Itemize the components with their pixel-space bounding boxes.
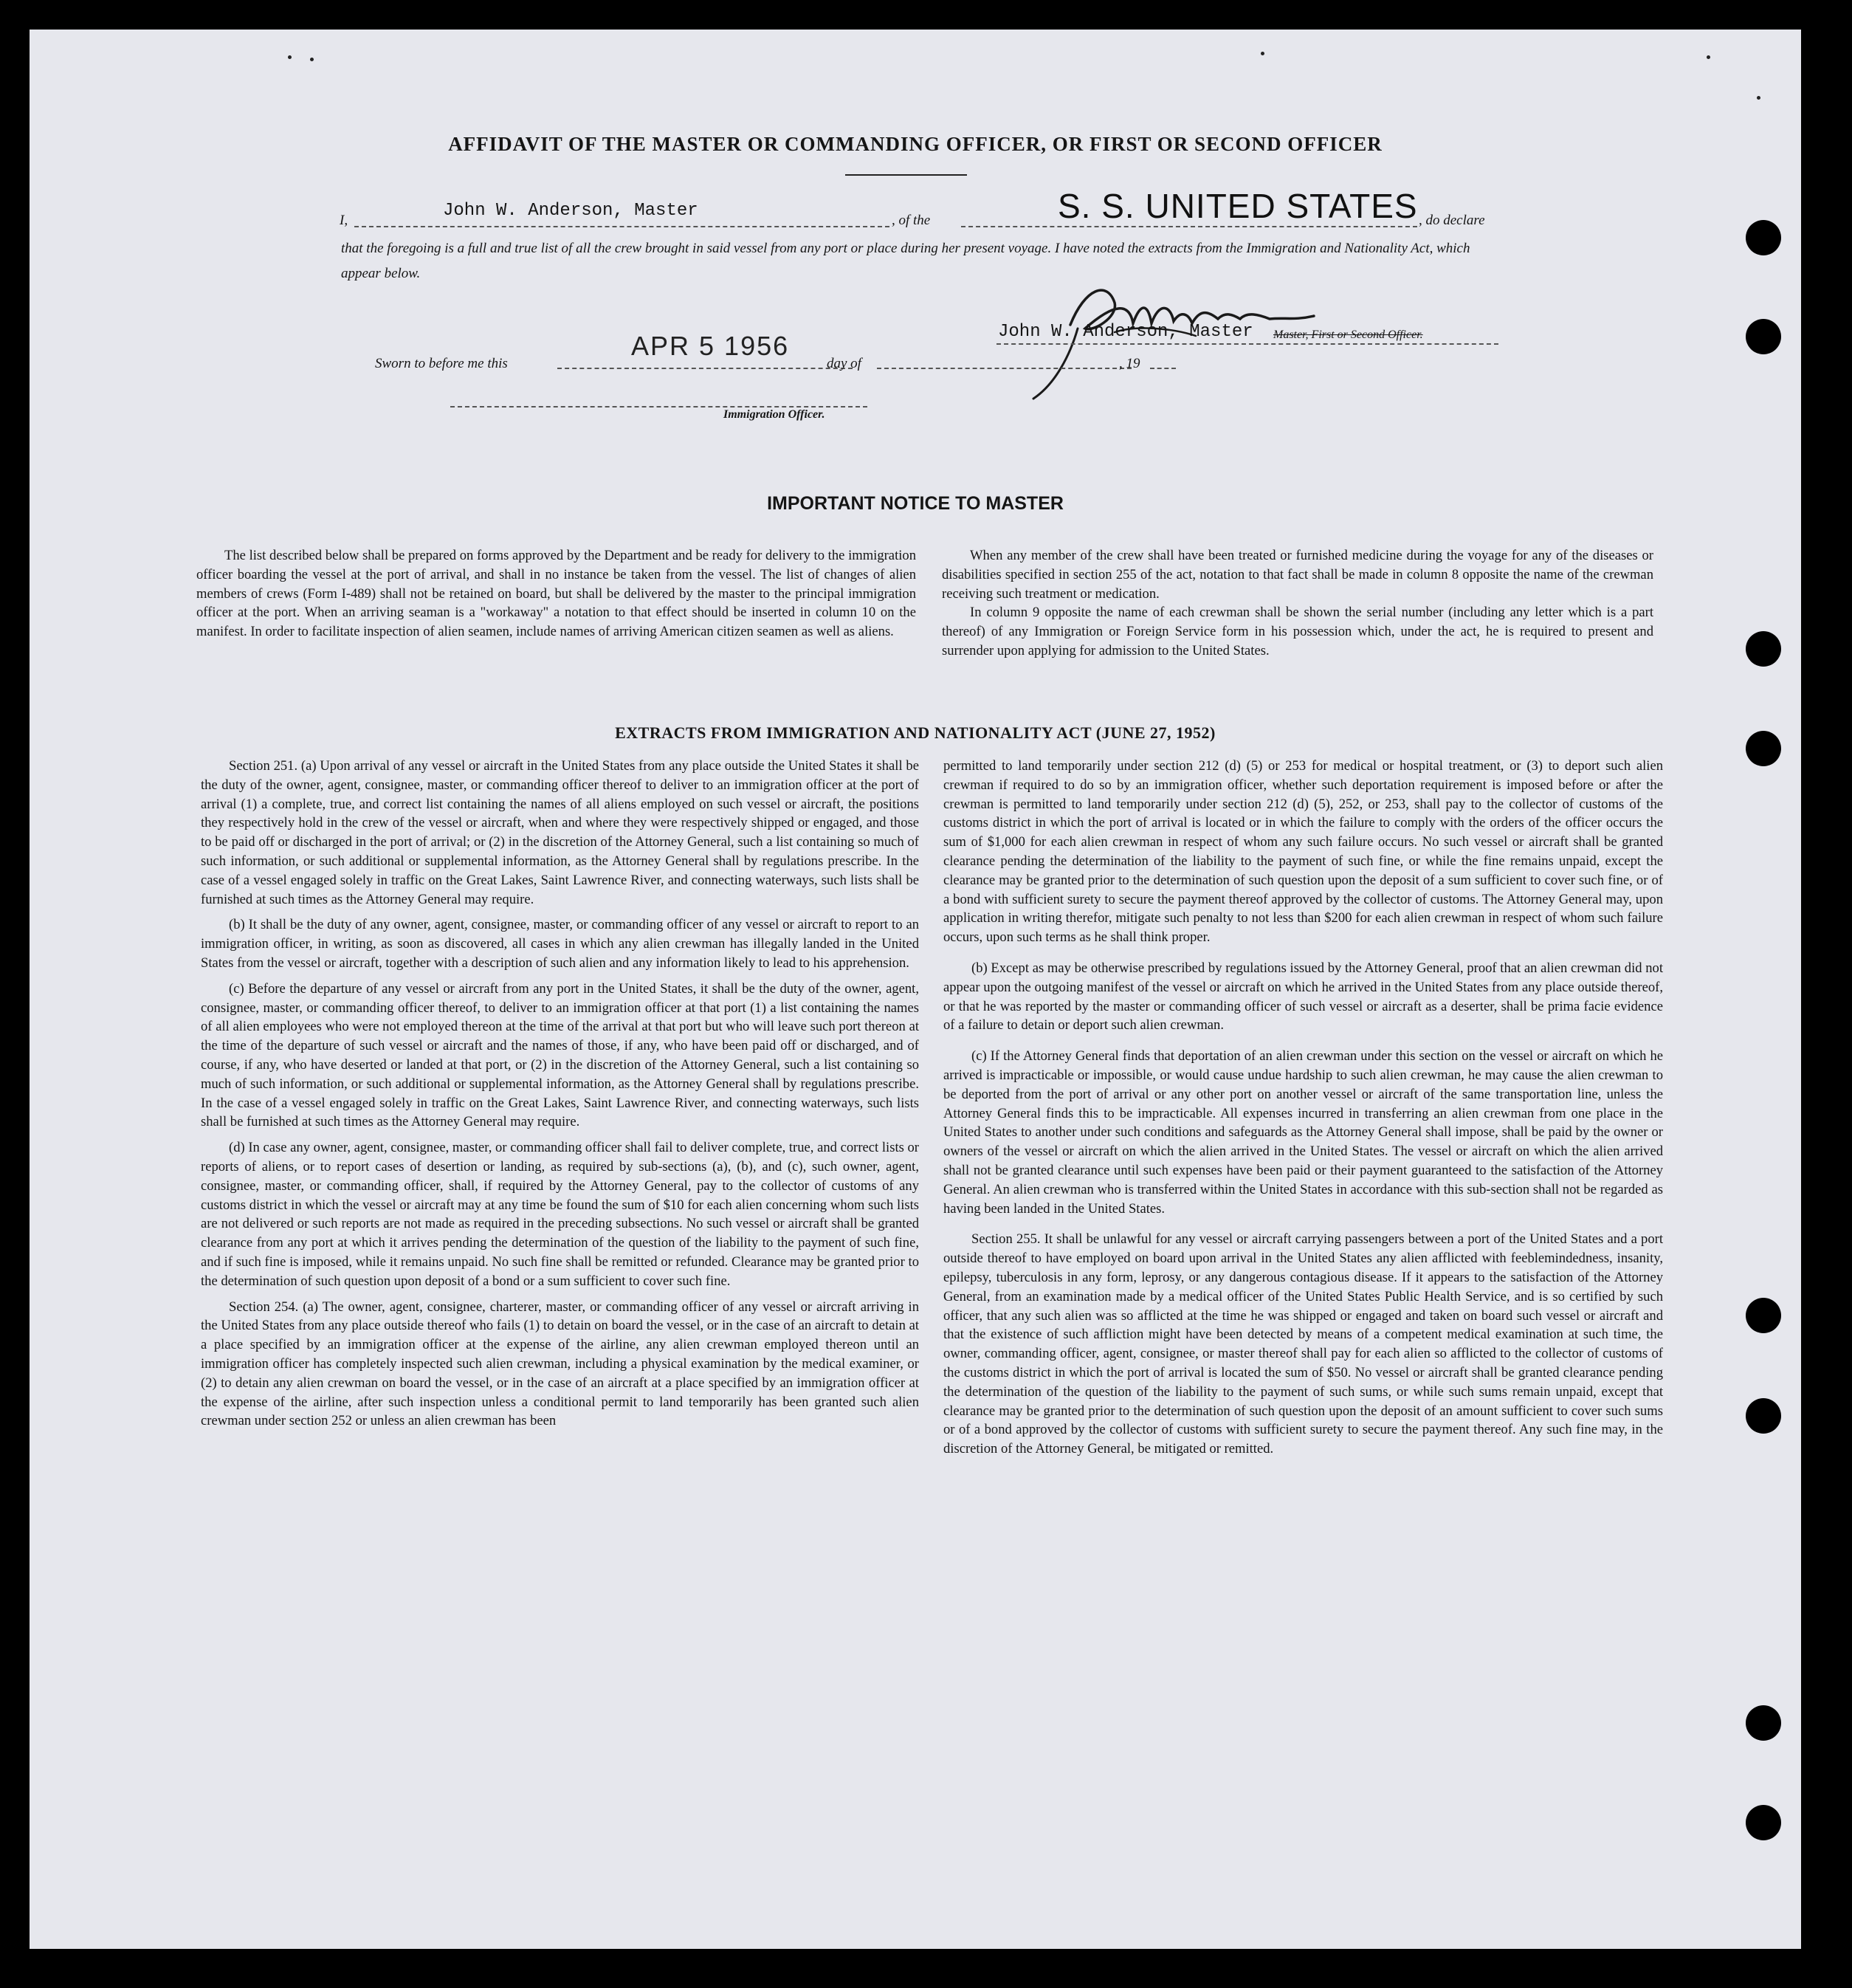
affidavit-title: AFFIDAVIT OF THE MASTER OR COMMANDING OFFICER, OR FIRST OR SECOND OFFICER xyxy=(448,133,1383,155)
section-254a-continued: permitted to land temporarily under section 212 (d) (5) or 253 for medical or hospital treatment, or (3) to deport such alien crewman if required to do so by an immigration officer, whether such deportation requirement is imposed before or after the crewman is permitted to land temporarily under section 212 (d) (5), 252, or 253, shall pay to the collector of customs of the customs district in which the port of arrival is located or in which the failure to comply with the orders of the officer occurs the sum of $1,000 for each alien crewman in respect of whom any such failure occurs. No such vessel or aircraft shall be granted clearance pending the determination of the liability to the payment of such fine, or while the fine remains unpaid, except the clearance may be granted prior to the determination of such question upon the deposit of a sum sufficient to cover such fine, or of a bond with sufficient surety to secure the payment thereof approved by the collector of customs. The Attorney General may, upon application in writing therefor, mitigate such penalty to not less than $200 for each alien crewman in respect of whom such failure occurs, upon such terms as he shall think proper. xyxy=(943,758,1663,946)
extracts-heading: EXTRACTS FROM IMMIGRATION AND NATIONALITY ACT (JUNE 27, 1952) xyxy=(615,723,1216,742)
master-name: John W. Anderson, Master xyxy=(443,201,698,221)
notice-right-paragraph-1: When any member of the crew shall have been treated or furnished medicine during the voyage for any of the diseases or disabilities specified in section 255 of the act, notation to that fact shall be made in column 8 opposite the name of the crewman receiving such treatment or medication. xyxy=(942,548,1653,602)
title-underline xyxy=(845,174,967,176)
line1-prefix: I, xyxy=(340,213,348,228)
binder-hole xyxy=(1746,220,1781,255)
section-255: Section 255. It shall be unlawful for any vessel or aircraft carrying passengers between a port of the United States and a port outside thereof to have employed on board upon arrival in the United States any alien afflicted with feeblemindedness, insanity, epilepsy, tuberculosis in any form, leprosy, or any dangerous contagious disease. If it appears to the satisfaction of the Attorney General, from an examination made by a medical officer of the United States Public Health Service, and is so certified by such officer, that any such alien was so afflicted at the time he was shipped or engaged and taken on board such vessel or aircraft and that the existence of such affliction might have been detected by means of a competent medical examination at such time, the owner, commanding officer, agent, consignee, or master thereof shall pay for each alien so afflicted to the collector of customs of the customs district in which the port of arrival is located the sum of $50. No vessel or aircraft shall be granted clearance pending the determination of the question of the liability to the payment of such sums, or while such sums remain unpaid, except that clearance may be granted prior to the determination of such question upon the deposit of an amount sufficient to cover such sums or of a bond approved by the collector of customs with sufficient surety to secure the payment thereof. Any such fine may, in the discretion of the Attorney General, be mitigated or remitted. xyxy=(943,1231,1663,1457)
section-254b: (b) Except as may be otherwise prescribed by regulations issued by the Attorney General, proof that an alien crewman did not appear upon the outgoing manifest of the vessel or aircraft on which he arrived in the United States from any place outside thereof, or that he was reported by the master or commanding officer of such vessel or aircraft as a deserter, shall be prima facie evidence of a failure to detain or deport such alien crewman. xyxy=(943,960,1663,1033)
notice-right-paragraph-2: In column 9 opposite the name of each crewman shall be shown the serial number (including any letter which is a part thereof) of any Immigration or Foreign Service form in his possession which, under the act, he is required to present and surrender upon applying for admission to the United States. xyxy=(942,605,1653,658)
scan-speck xyxy=(310,58,314,61)
scan-speck xyxy=(1261,52,1264,55)
section-251b: (b) It shall be the duty of any owner, agent, consignee, master, or commanding officer of any vessel or aircraft to report to an immigration officer, in writing, as soon as discovered, all cases in which any alien crewman has illegally landed in the United States from the vessel or aircraft, together with a description of such alien and any information likely to lead to his apprehension. xyxy=(201,917,919,971)
notice-heading: IMPORTANT NOTICE TO MASTER xyxy=(767,493,1064,514)
signature-line xyxy=(996,343,1498,345)
notice-left-paragraph: The list described below shall be prepared on forms approved by the Department and be ready for delivery to the immigration officer boarding the vessel at the port of arrival, and shall in no instance be taken from the vessel. The list of changes of alien members of crews (Form I-489) shall not be retained on board, but shall be delivered by the master to the principal immigration officer at the port. When an arriving seaman is a "workaway" a notation to that effect should be inserted in column 10 on the manifest. In order to facilitate inspection of alien seamen, include names of arriving American citizen seamen as well as aliens. xyxy=(196,548,916,640)
extracts-left-column xyxy=(201,757,919,1437)
scan-speck xyxy=(1757,96,1760,100)
scan-speck xyxy=(288,55,292,59)
officer-signature-line xyxy=(450,406,867,407)
section-251d: (d) In case any owner, agent, consignee, master, or commanding officer shall fail to deliver complete, true, and correct lists or reports of aliens, or to report cases of desertion or landing, as required by sub-sections (a), (b), and (c), such owner, agent, consignee, master, or commanding officer, shall, if required by the Attorney General, pay to the collector of customs of any customs district in which the vessel or aircraft may at any time be found the sum of $10 for each alien concerning whom such lists are not delivered or such reports are not made as required in the preceding subsections. No such vessel or aircraft shall be granted clearance from any port at which it arrives pending the determination of the question of the liability to the payment of such fine, and if such fine is imposed, while it remains unpaid. No such fine shall be remitted or refunded. Clearance may be granted prior to the determination of such question upon deposit of a bond or a sum sufficient to cover such fine. xyxy=(201,1140,919,1289)
extracts-right-column xyxy=(943,757,1663,1465)
year-line xyxy=(1150,368,1176,369)
notice-left-column xyxy=(196,546,916,648)
section-251c: (c) Before the departure of any vessel or aircraft from any port in the United States, it shall be the duty of the owner, agent, consignee, master, or commanding officer thereof, to deliver to an immigration officer at that port (1) a list containing the names of all alien employees who were not employed thereon at the time of the arrival at that port but who will leave such port thereon at the time of the departure of such vessel or aircraft and the names of those, if any, who have been paid off or discharged, and of course, if any, who have deserted or landed at that port, or (2) in the discretion of the Attorney General, such a list containing so much of such information, or such additional or supplemental information, as the Attorney General shall by regulations prescribe. In the case of a vessel engaged solely in traffic on the Great Lakes, Saint Lawrence River, and connecting waterways, such lists shall be furnished at such times as the Attorney General may require. xyxy=(201,980,919,1130)
section-251a: Section 251. (a) Upon arrival of any vessel or aircraft in the United States from any place outside the United States it shall be the duty of the owner, agent, consignee, master, or commanding officer thereof to deliver to an immigration officer at the port of arrival (1) a complete, true, and correct list containing the names of all aliens employed on such vessel or aircraft, the positions they respectively hold in the crew of the vessel or aircraft, when and where they were respectively shipped or engaged, and those to be paid off or discharged in the port of arrival; or (2) in the discretion of the Attorney General, such a list containing so much of such information, or such additional or supplemental information, as the Attorney General shall by regulations prescribe. In the case of a vessel engaged solely in traffic on the Great Lakes, Saint Lawrence River, and connecting waterways, such lists shall be furnished at such times as the Attorney General may require. xyxy=(201,758,919,907)
scan-speck xyxy=(1707,55,1710,59)
binder-hole xyxy=(1746,1705,1781,1741)
sworn-day-line xyxy=(557,368,853,369)
year-prefix: , 19 xyxy=(1119,356,1140,371)
binder-hole xyxy=(1746,631,1781,667)
section-254c: (c) If the Attorney General finds that deportation of an alien crewman under this section on the vessel or aircraft on which he arrived is impracticable or impossible, or would cause undue hardship to such alien crewman, he may cause the alien crewman to be deported from the port of arrival or any other port on another vessel or aircraft of the same transportation line, unless the Attorney General finds this to be impracticable. All expenses incurred in transferring an alien crewman from one place in the United States to another under such conditions and safeguards as the Attorney General shall impose, shall be paid by the owner or owners of the vessel or aircraft on which the alien arrived in the United States. The vessel or aircraft on which the alien arrived shall not be granted clearance until such expenses have been paid or their payment guaranteed to the satisfaction of the Attorney General. An alien crewman who is transferred within the United States in accordance with this sub-section shall not be regarded as having been landed in the United States. xyxy=(943,1048,1663,1217)
binder-hole xyxy=(1746,1805,1781,1840)
binder-hole xyxy=(1746,319,1781,354)
sworn-label: Sworn to before me this xyxy=(375,356,508,371)
name-line xyxy=(354,226,889,227)
binder-hole xyxy=(1746,1298,1781,1333)
document-page xyxy=(30,30,1801,1949)
vessel-name: S. S. UNITED STATES xyxy=(1058,187,1418,225)
immigration-officer-caption: Immigration Officer. xyxy=(723,408,825,421)
notice-right-column xyxy=(942,546,1653,667)
vessel-line xyxy=(961,226,1417,227)
binder-hole xyxy=(1746,1398,1781,1434)
day-of-label: day of xyxy=(827,356,861,371)
signatory-struck-caption: Master, First or Second Officer. xyxy=(1273,329,1423,341)
month-line xyxy=(877,368,1132,369)
of-the-label: , of the xyxy=(892,213,931,228)
do-declare-label: , do declare xyxy=(1419,213,1485,228)
declaration-text: that the foregoing is a full and true list of all the crew brought in said vessel from any port or place during her present voyage. I have noted the extracts from the Immigration and Nationality Act, which appear below. xyxy=(341,241,1470,281)
section-254a: Section 254. (a) The owner, agent, consignee, charterer, master, or commanding officer of any vessel or aircraft arriving in the United States from any place outside thereof who fails (1) to detain on board the vessel, or in the case of an aircraft to detain at a place specified by an immigration officer at the expense of the airline, any alien crewman employed thereon until an immigration officer has completely inspected such alien crewman, including a physical examination by the medical examiner, or (2) to detain any alien crewman on board the vessel, or in the case of an aircraft at a place specified by an immigration officer at the expense of the airline, after such inspection unless a conditional permit to land temporarily has been granted such alien crewman under section 252 or unless an alien crewman has been xyxy=(201,1299,919,1429)
date-stamp: APR 5 1956 xyxy=(631,331,790,361)
signatory-typed: John W. Anderson, Master xyxy=(998,322,1253,342)
